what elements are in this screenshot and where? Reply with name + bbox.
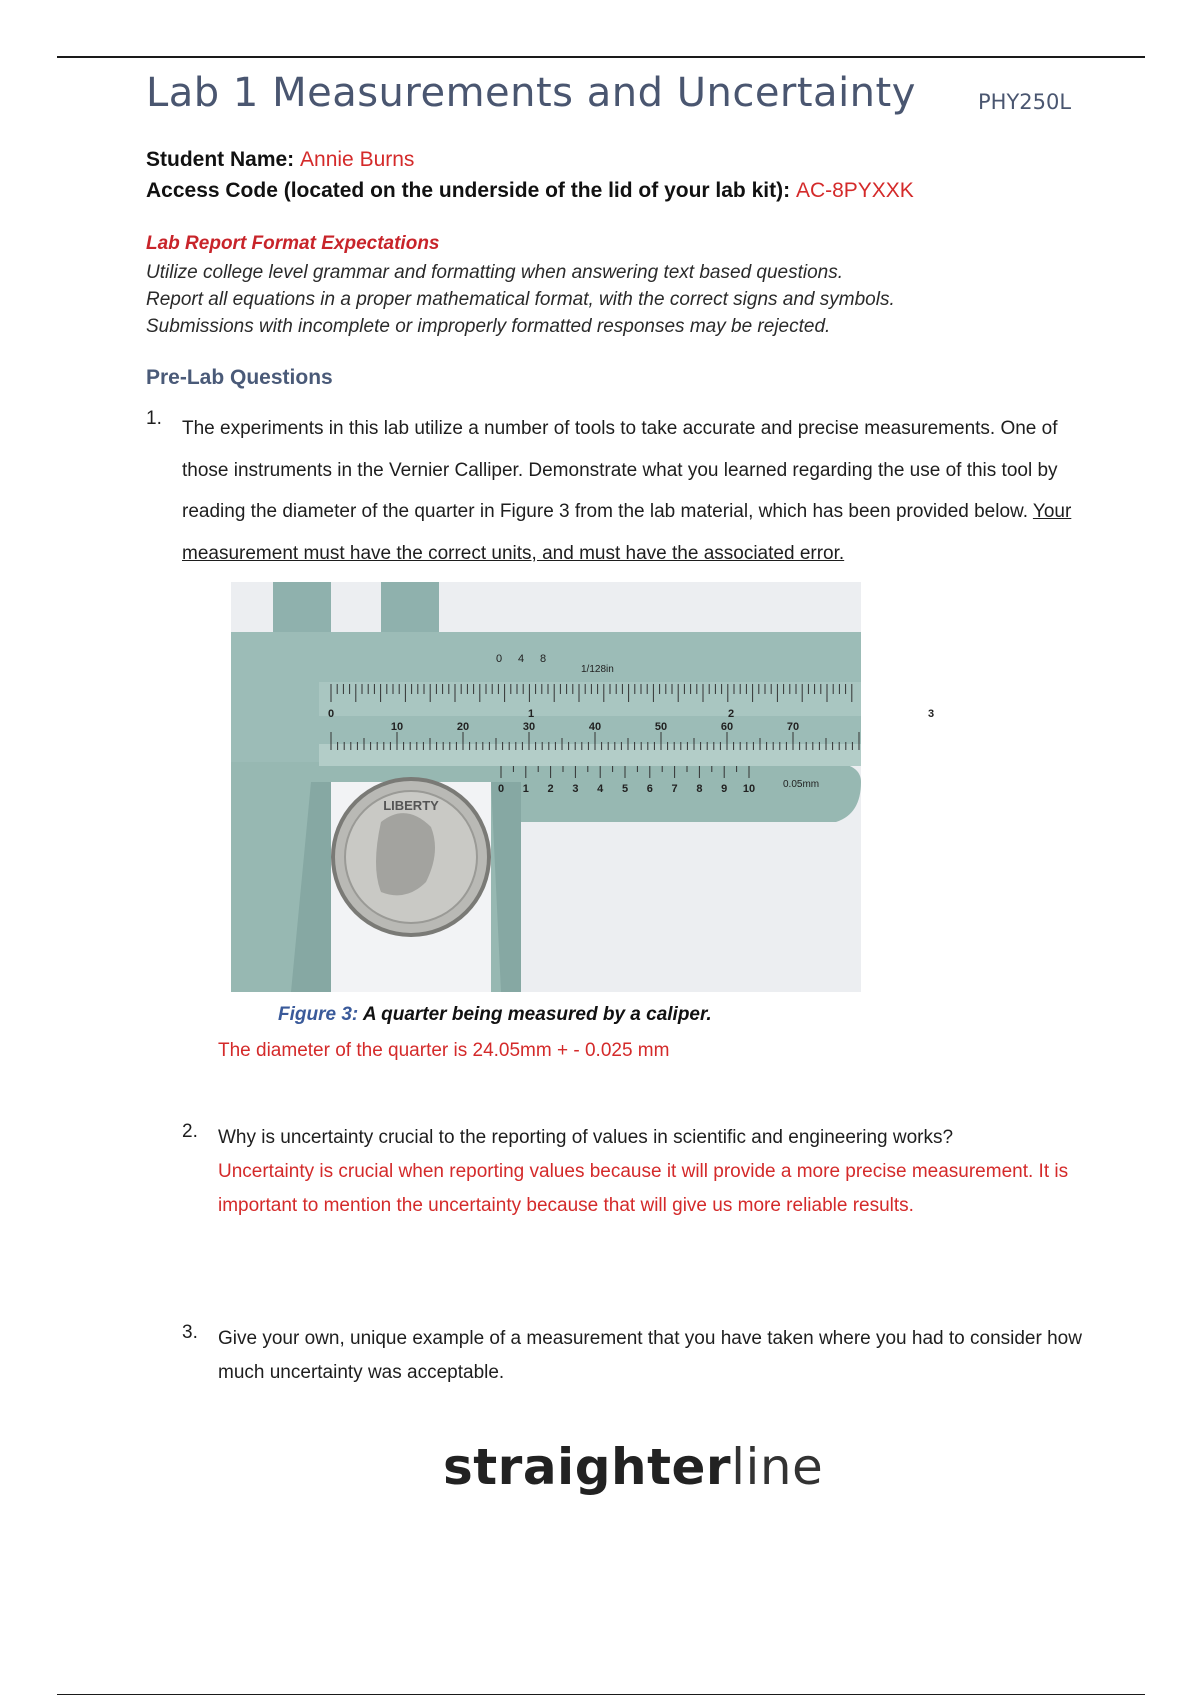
vernier-scale-label: 10 [742, 783, 756, 795]
figure-caption-text: A quarter being measured by a caliper. [362, 1004, 712, 1025]
answer-2: Uncertainty is crucial when reporting values because it will provide a more precise measurement. It is important to mention the uncertainty because that will give us more reliable results. [218, 1161, 1069, 1216]
vernier-scale-label: 3 [572, 783, 579, 795]
student-name-label: Student Name: [146, 148, 295, 171]
figure-label: Figure 3: [278, 1004, 359, 1025]
question-1 [146, 408, 1096, 574]
question-number: 1. [146, 408, 162, 429]
access-code-value: AC-8PYXXK [795, 179, 914, 202]
expectations-heading: Lab Report Format Expectations [146, 233, 440, 254]
mm-scale-label: 50 [654, 721, 668, 733]
logo-light-part: line [731, 1438, 824, 1496]
student-name-value: Annie Burns [300, 148, 415, 171]
question-text: The experiments in this lab utilize a number of tools to take accurate and precise measurements. One of those instruments in the Vernier Calliper. Demonstrate what you learned regarding the use of this tool by reading the diameter of the quarter in Figure 3 from the lab material, which has been provided below. [182, 418, 1058, 522]
inch-tick-label: 4 [517, 653, 525, 665]
inch-unit-label: 1/128in [581, 664, 614, 675]
coin-inscription: LIBERTY [383, 798, 439, 813]
top-rule [57, 56, 1145, 58]
answer-1: The diameter of the quarter is 24.05mm + - 0.025 mm [218, 1040, 670, 1061]
question-number: 2. [182, 1121, 198, 1142]
page-title: Lab 1 Measurements and Uncertainty [146, 70, 916, 116]
vernier-scale-label: 7 [671, 783, 678, 795]
caliper-photo [231, 582, 935, 992]
vernier-unit-label: 0.05mm [783, 779, 820, 790]
question-3 [182, 1322, 1102, 1390]
inch-major-label: 3 [927, 708, 935, 720]
inch-major-label: 2 [727, 708, 735, 720]
vernier-scale-label: 2 [547, 783, 554, 795]
student-name-row [146, 148, 414, 172]
question-text: Why is uncertainty crucial to the reporting of values in scientific and engineering works? [218, 1127, 954, 1148]
logo-bold-part: straighter [443, 1438, 732, 1496]
bottom-rule [57, 1694, 1145, 1695]
expectation-line: Utilize college level grammar and formatting when answering text based questions. [146, 262, 844, 283]
vernier-scale-label: 0 [497, 783, 505, 795]
question-requirement: Your measurement must have the correct units, and must have the associated error. [182, 501, 1072, 564]
mm-scale-label: 30 [522, 721, 536, 733]
mm-scale-label: 20 [456, 721, 470, 733]
inch-major-label: 1 [527, 708, 535, 720]
vernier-scale-label: 6 [646, 783, 653, 795]
section-title: Pre-Lab Questions [146, 366, 333, 389]
mm-scale-label: 40 [588, 721, 602, 733]
question-number: 3. [182, 1322, 198, 1343]
inch-tick-label: 0 [495, 653, 503, 665]
mm-scale-label: 10 [390, 721, 404, 733]
vernier-scale-label: 1 [522, 783, 529, 795]
inch-tick-label: 8 [539, 653, 547, 665]
mm-scale-label: 70 [786, 721, 800, 733]
inch-major-label: 0 [327, 708, 335, 720]
figure-caption [278, 1004, 712, 1026]
access-code-label: Access Code (located on the underside of the lid of your lab kit): [146, 179, 791, 202]
course-code: PHY250L [978, 90, 1072, 114]
straighterline-logo [443, 1438, 823, 1496]
vernier-scale-label: 8 [696, 783, 703, 795]
access-code-row [146, 179, 914, 203]
vernier-scale-label: 9 [721, 783, 728, 795]
format-expectations [146, 233, 1106, 340]
vernier-scale-label: 4 [597, 783, 604, 795]
vernier-scale-label: 5 [621, 783, 629, 795]
expectation-line: Submissions with incomplete or improperly formatted responses may be rejected. [146, 316, 831, 337]
question-text: Give your own, unique example of a measurement that you have taken where you had to consider how much uncertainty was acceptable. [218, 1328, 1082, 1383]
question-2 [182, 1121, 1102, 1223]
mm-scale-label: 60 [720, 721, 734, 733]
expectation-line: Report all equations in a proper mathematical format, with the correct signs and symbols. [146, 289, 895, 310]
